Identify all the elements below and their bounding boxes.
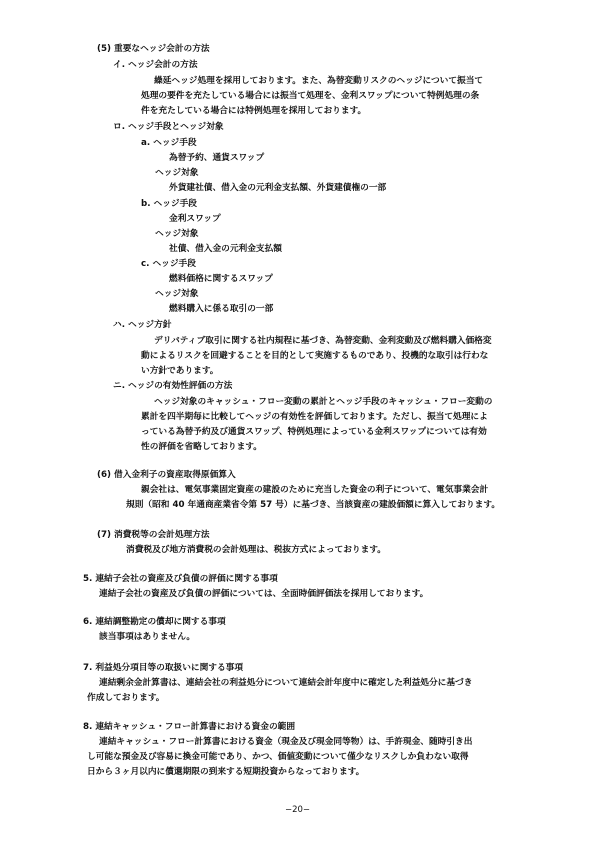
paragraph-line: 消費税及び地方消費税の会計処理は、税抜方式によっております。 xyxy=(126,545,386,555)
paragraph-line: っている為替予約及び通貨スワップ、特例処理によっている金利スワップについては有効 xyxy=(141,427,487,437)
paragraph-line: 日から３ヶ月以内に償還期限の到来する短期投資からなっております。 xyxy=(87,767,365,777)
paragraph-line: 性の評価を省略しております。 xyxy=(141,442,262,452)
item-b-target-label: ヘッジ対象 xyxy=(155,229,199,239)
item-c-target-label: ヘッジ対象 xyxy=(155,289,199,299)
item-7-heading: 7. 利益処分項目等の取扱いに関する事項 xyxy=(83,663,244,673)
item-b-label: b. ヘッジ手段 xyxy=(141,199,197,209)
paragraph-line: 連結剰余金計算書は、連結会社の利益処分について連結会計年度中に確定した利益処分に基づき xyxy=(99,678,473,688)
paragraph-line: 作成しております。 xyxy=(87,693,165,703)
item-a-means: 為替予約、通貨スワップ xyxy=(169,153,265,163)
paragraph-line: 連結キャッシュ・フロー計算書における資金（現金及び現金同等物）は、手許現金、随時引き出 xyxy=(99,737,473,747)
item-a-target: 外貨建社債、借入金の元利金支払額、外貨建債権の一部 xyxy=(169,183,387,193)
paragraph-line: 該当事項はありません。 xyxy=(99,632,196,642)
item-c-target: 燃料購入に係る取引の一部 xyxy=(169,304,274,314)
paragraph-line: 累計を四半期毎に比較してヘッジの有効性を評価しております。ただし、振当て処理によ xyxy=(141,412,488,422)
subsection-ni-heading: ニ. ヘッジの有効性評価の方法 xyxy=(113,381,233,391)
subsection-ro-heading: ロ. ヘッジ手段とヘッジ対象 xyxy=(113,122,224,132)
item-b-means: 金利スワップ xyxy=(169,214,221,224)
paragraph-line: 件を充たしている場合には特例処理を採用しております。 xyxy=(141,106,367,116)
section-5-heading: (5) 重要なヘッジ会計の方法 xyxy=(97,44,210,54)
subsection-i-heading: イ. ヘッジ会計の方法 xyxy=(113,60,198,70)
item-c-means: 燃料価格に関するスワップ xyxy=(169,274,273,284)
item-6-heading: 6. 連結調整勘定の償却に関する事項 xyxy=(83,617,226,627)
paragraph-line: 処理の要件を充たしている場合には振当て処理を、金利スワップについて特例処理の条 xyxy=(141,91,480,101)
subsection-ha-heading: ハ. ヘッジ方針 xyxy=(113,320,172,330)
paragraph-line: 動によるリスクを回避することを目的として実施するものであり、投機的な取引は行わな xyxy=(141,351,489,361)
paragraph-line: 規則（昭和 40 年通商産業省令第 57 号）に基づき、当該資産の建設価額に算入しております。 xyxy=(126,500,501,510)
item-c-label: c. ヘッジ手段 xyxy=(141,259,196,269)
section-6-heading: (6) 借入金利子の資産取得原価算入 xyxy=(97,470,236,480)
paragraph-line: し可能な預金及び容易に換金可能であり、かつ、価値変動について僅少なリスクしか負わない取得 xyxy=(87,752,469,762)
paragraph-line: 親会社は、電気事業固定資産の建設のために充当した資金の利子について、電気事業会計 xyxy=(141,485,489,495)
page-number: −20− xyxy=(284,805,311,815)
paragraph-line: ヘッジ対象のキャッシュ・フロー変動の累計とヘッジ手段のキャッシュ・フロー変動の xyxy=(154,397,493,407)
paragraph-line: デリバティブ取引に関する社内規程に基づき、為替変動、金利変動及び燃料購入価格変 xyxy=(154,336,492,346)
paragraph-line: 繰延ヘッジ処理を採用しております。また、為替変動リスクのヘッジについて振当て xyxy=(154,76,484,86)
paragraph-line: 連結子会社の資産及び負債の評価については、全面時価評価法を採用しております。 xyxy=(99,589,429,599)
item-a-label: a. ヘッジ手段 xyxy=(141,138,197,148)
item-a-target-label: ヘッジ対象 xyxy=(155,168,199,178)
item-b-target: 社債、借入金の元利金支払額 xyxy=(169,244,282,254)
item-8-heading: 8. 連結キャッシュ・フロー計算書における資金の範囲 xyxy=(83,722,296,732)
item-5-heading: 5. 連結子会社の資産及び負債の評価に関する事項 xyxy=(83,574,278,584)
paragraph-line: い方針であります。 xyxy=(141,366,219,376)
section-7-heading: (7) 消費税等の会計処理方法 xyxy=(97,530,210,540)
